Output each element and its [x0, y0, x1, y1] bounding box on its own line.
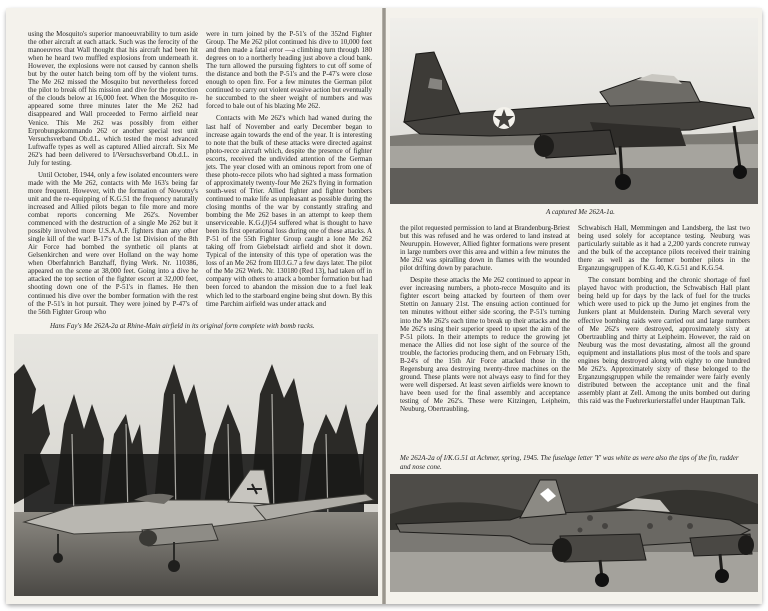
paragraph: Despite these attacks the Me 262 continued to appear in ever increasing numbers, a photo-recce Mosquito and its fighter escort being attacked by fourteen of them over Stettin on January 21st. The ensuing action continued for ten minutes without either side scoring, the P-51's turning into the Me 262's each time to break up their attacks and the Me 262's using their superior speed to upset the aim of the P-51 pilots. In their attempts to reduce the growing jet menace the Allies did not lose sight of the source of the trouble, the factories producing them, and on February 15th, B-24's of the 15th Air Force attacked those in the Regensburg area destroying twenty-three machines on the ground. These plants were not always easy to find for they were well dispersed. At least seven airfields were known to have been used for the final assembly and acceptance testing of Me 262's. These were Kitzingen, Leipheim, Neuburg, Obertraubling, [400, 276, 570, 414]
photo-caption: A captured Me 262A-1a. [546, 208, 615, 216]
paragraph: the pilot requested permission to land at Brandenburg-Briest but this was refused and he was ordered to land instead at Neuruppin. However, Allied fighter formations were present in large numbers over this area and within a few minutes the Me 262 was spiralling down in flames with the wounded pilot drifting down by parachute. [400, 224, 570, 273]
left-page-column-1 [28, 30, 198, 316]
captured-me262-photo [390, 18, 758, 204]
paragraph: Until October, 1944, only a few isolated encounters were made with the Me 262, contacts with Me 163's being far more frequent. However, with the formation of Nowotny's unit and the re-equipping of K.G.51 the frequency naturally increased and Allied pilots began to file more and more combat reports concerning Me 262's. November commenced with the destruction of a single Me 262 but it possibly involved more U.S.A.A.F. fighters than any other single kill of the war! B-17's of the 1st Division of the 8th Air Force had bombed the synthetic oil plants at Gelsenkirchen and were over Holland on the way home when Oberfahnrich Banzhaff, flying Werk. Nr. 110386, appeared on the scene at 38,000 feet. Going into a dive he attacked the top section of the fighter escort at 32,000 feet, shooting down one of the P-51's in flames. He then continued his dive over the bomber formation with the rest of the P-51's in hot pursuit. They were joined by P-47's of the 56th Fighter Group who [28, 170, 198, 316]
paragraph: using the Mosquito's superior manoeuvrability to turn aside the other aircraft at each attack. Such was the ferocity of the manoeuvres that Wall thought that his aircraft had been hit when he heard two muffled explosions from underneath it. However, the explosions were not caused by cannon shells but by the outer hatch being torn off by the violent turns. The Me 262 missed the Mosquito but nevertheless forced the pilot to break off his mission and dive for the protection of the clouds below at 16,000 feet. When the Mosquito re-appeared some three minutes later the Me 262 had disappeared and Wall proceeded to Fermo airfield near Venice. This Me 262 was possibly from either Erprobungskommando 262 or another special test unit Versuchsverband Ob.d.L. which tested the most advanced Luftwaffe types as well as captured Allied aircraft. Six Me 262's had been delivered to I/Versuchsverband Ob.d.L. in July for testing. [28, 30, 198, 167]
paragraph: were in turn joined by the P-51's of the 352nd Fighter Group. The Me 262 pilot continued his dive to 10,000 feet and then made a fatal error —a climbing turn through 180 degrees on to a northerly heading just above a cloud bank. The turn allowed the pursuing fighters to cut off some of the distance and both the P-51's and the P-47's were close enough to open fire. For a few minutes the German pilot continued to carry out violent evasive action but eventually he succumbed to the sheer weight of numbers and was forced to bale out of his blazing Me 262. [206, 30, 373, 111]
photo-caption: Hans Fay's Me 262A-2a at Rhine-Main airfield in its original form complete with bomb racks. [50, 322, 315, 330]
me262-achmer-photo [390, 474, 758, 592]
magazine-spread [6, 8, 762, 604]
me262-rhine-main-photo [14, 334, 378, 596]
left-page-column-2 [206, 30, 372, 308]
paragraph: Schwabisch Hall, Memmingen and Landsberg, the last two being used solely for acceptance testing. Neuburg was particularly suitable as it had a 2,200 yards concrete runway and the bulk of the acceptance pilots received their training there as well as the former bomber pilots in the Erganzungsgruppen of K.G.40, K.G.51 and K.G.54. [578, 224, 750, 273]
right-page-column-1 [400, 224, 570, 413]
right-page-column-2 [578, 224, 750, 405]
photo-caption: Me 262A-2a of I/K.G.51 at Achmer, spring, 1945. The fuselage letter 'Y' was white as were also the tips of the fin, rudder and nose cone. [400, 454, 739, 471]
left-page [6, 8, 382, 604]
right-page [386, 8, 762, 604]
paragraph: Contacts with Me 262's which had waned during the last half of November and early December began to increase again towards the end of the year. It is interesting to note that the bulk of these attacks were directed against photo-recce aircraft which, despite the presence of fighter escorts, received the undivided attention of the German jets. The year closed with an ominous report from one of these photo-recce pilots who had sighted a mass formation of approximately twenty-four Me 262's flying in formation south-west of Trier. Allied fighter and fighter bombers continued to make life as unpleasant as possible during the closing months of the war by constantly strafing and bombing the Me 262 bases in an attempt to keep them unserviceable. K.G.(J)54 suffered what is thought to have been its first operational loss during one of these attacks. A P-51 of the 55th Fighter Group caught a lone Me 262 taking off from Giebelstadt airfield and shot it down. Typical of the intensity of this type of operation was the loss of an Me 262 from III/J.G.7 a few days later. The pilot of the Me 262 Werk. Nr. 130180 (Red 13), had taken off in company with others to attack a bomber formation but had been forced to abandon the mission due to a fuel leak which led to the starboard engine being shut down. By this time Parchim airfield was under attack and [206, 114, 372, 308]
paragraph: The constant bombing and the chronic shortage of fuel played havoc with production, the Schwabisch Hall plant being held up for days by the lack of fuel for the trucks which were used to pick up the Jumo jet engines from the Junkers plant at Muldenstein. During March several very effective bombing raids were carried out and large numbers of Me 262's were destroyed, approximately sixty at Obertraubling and thirty at Leipheim. However, the raid on Neuburg was the most devastating, almost all the ground equipment and installations plus most of the tools and spare engines being destroyed along with eighty to one hundred Me 262's. Approximately sixty of these belonged to the Erganzungsgruppen while the remainder were fairly evenly distributed between the acceptance unit and the final assembly plant at Zell. Among the units bombed out during this raid was the Fuehrerkurierstaffel under Hauptman Talk. [578, 276, 750, 405]
